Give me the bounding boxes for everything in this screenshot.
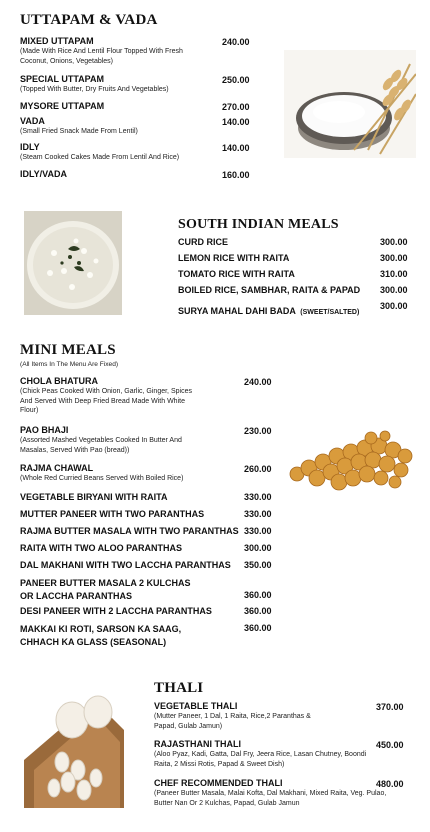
menu-item	[154, 778, 394, 808]
item-name: VADA	[20, 116, 45, 126]
item-name: RAJMA CHAWAL	[20, 463, 94, 473]
item-description: (Small Fried Snack Made From Lentil)	[20, 128, 138, 135]
garlic-photo	[24, 690, 124, 808]
menu-item	[20, 142, 220, 163]
item-price: 450.00	[376, 740, 404, 750]
item-description: (Steam Cooked Cakes Made From Lentil And Rice)	[20, 154, 180, 161]
item-variant: (SWEET/SALTED)	[300, 309, 360, 316]
item-name: IDLY	[20, 142, 40, 152]
item-price: 330.00	[244, 492, 272, 502]
curd-rice-photo	[24, 211, 122, 315]
item-description: (Whole Red Curried Beans Served With Boiled Rice)	[20, 475, 184, 482]
menu-item	[20, 101, 220, 112]
item-price: 310.00	[380, 269, 408, 279]
menu-item	[20, 463, 230, 484]
item-name: PAO BHAJI	[20, 425, 69, 435]
menu-item	[20, 425, 230, 455]
item-price: 350.00	[244, 560, 272, 570]
item-name: PANEER BUTTER MASALA 2 KULCHAS OR LACCHA PARANTHAS	[20, 578, 191, 601]
item-name: CHOLA BHATURA	[20, 376, 98, 386]
item-description: (Mutter Paneer, 1 Dal, 1 Raita, Rice,2 Paranthas & Papad, Gulab Jamun)	[154, 713, 311, 730]
item-name: RAJASTHANI THALI	[154, 739, 241, 749]
section-title-south-indian: SOUTH INDIAN MEALS	[178, 217, 339, 232]
item-name: TOMATO RICE WITH RAITA	[178, 269, 295, 279]
item-description: (Chick Peas Cooked With Onion, Garlic, Ginger, Spices And Served With Deep Fried Bread Made With White Flour)	[20, 388, 192, 414]
item-price: 360.00	[244, 590, 272, 600]
menu-item	[20, 116, 220, 137]
item-description: (Assorted Mashed Vegetables Cooked In Butter And Masalas, Served With Pao (bread))	[20, 437, 182, 454]
item-price: 250.00	[222, 75, 250, 85]
item-price: 300.00	[380, 237, 408, 247]
item-price: 230.00	[244, 426, 272, 436]
item-name: RAITA WITH TWO ALOO PARANTHAS	[20, 543, 182, 553]
item-price: 360.00	[244, 623, 272, 633]
item-price: 260.00	[244, 464, 272, 474]
item-name: BOILED RICE, SAMBHAR, RAITA & PAPAD	[178, 285, 361, 295]
item-name: IDLY/VADA	[20, 169, 68, 179]
item-price: 240.00	[222, 37, 250, 47]
item-price: 240.00	[244, 377, 272, 387]
menu-item	[20, 74, 220, 95]
item-price: 300.00	[380, 285, 408, 295]
item-name: MUTTER PANEER WITH TWO PARANTHAS	[20, 509, 205, 519]
item-name: MIXED UTTAPAM	[20, 36, 94, 46]
item-name: VEGETABLE THALI	[154, 701, 238, 711]
item-price: 300.00	[244, 543, 272, 553]
item-price: 370.00	[376, 702, 404, 712]
item-name: CHEF RECOMMENDED THALI	[154, 778, 283, 788]
item-name: SPECIAL UTTAPAM	[20, 74, 105, 84]
rice-flour-photo	[284, 50, 416, 158]
section-note: (All Items In The Menu Are Fixed)	[20, 361, 119, 368]
item-name: DAL MAKHANI WITH TWO LACCHA PARANTHAS	[20, 560, 231, 570]
item-name: VEGETABLE BIRYANI WITH RAITA	[20, 492, 168, 502]
item-name: LEMON RICE WITH RAITA	[178, 253, 290, 263]
menu-item	[154, 701, 374, 731]
item-price: 160.00	[222, 170, 250, 180]
menu-item	[178, 301, 359, 319]
item-description: (Paneer Butter Masala, Malai Kofta, Dal Makhani, Mixed Raita, Veg. Pulao, Butter Nan Or 2 Kulchas, Papad, Gulab Jamun	[154, 790, 387, 807]
chickpeas-photo	[283, 430, 418, 498]
item-name: SURYA MAHAL DAHI BADA	[178, 306, 296, 316]
item-name: MYSORE UTTAPAM	[20, 101, 105, 111]
item-description: (Made With Rice And Lentil Flour Topped With Fresh Coconut, Onions, Vegetables)	[20, 48, 183, 65]
item-description: (Topped With Butter, Dry Fruits And Vegetables)	[20, 86, 169, 93]
item-name: CURD RICE	[178, 237, 229, 247]
item-price: 140.00	[222, 117, 250, 127]
item-name: RAJMA BUTTER MASALA WITH TWO PARANTHAS	[20, 526, 239, 536]
item-price: 300.00	[380, 301, 408, 311]
section-title-uttapam: UTTAPAM & VADA	[20, 12, 158, 28]
menu-item	[20, 376, 220, 416]
item-description: (Aloo Pyaz, Kadi, Gatta, Dal Fry, Jeera Rice, Lasan Chutney, Boondi Raita, 2 Missi Rotis, Papad & Sweet Dish)	[154, 751, 367, 768]
section-title-thali: THALI	[154, 680, 204, 696]
item-name: DESI PANEER WITH 2 LACCHA PARANTHAS	[20, 606, 212, 616]
menu-item	[20, 36, 220, 66]
menu-item	[20, 169, 220, 180]
item-price: 140.00	[222, 143, 250, 153]
item-price: 330.00	[244, 509, 272, 519]
menu-item	[154, 739, 374, 769]
section-title-mini-meals: MINI MEALS	[20, 342, 116, 358]
item-price: 270.00	[222, 102, 250, 112]
item-price: 300.00	[380, 253, 408, 263]
item-price: 360.00	[244, 606, 272, 616]
item-name: MAKKAI KI ROTI, SARSON KA SAAG, CHHACH KA GLASS (SEASONAL)	[20, 624, 182, 647]
item-price: 480.00	[376, 779, 404, 789]
item-price: 330.00	[244, 526, 272, 536]
